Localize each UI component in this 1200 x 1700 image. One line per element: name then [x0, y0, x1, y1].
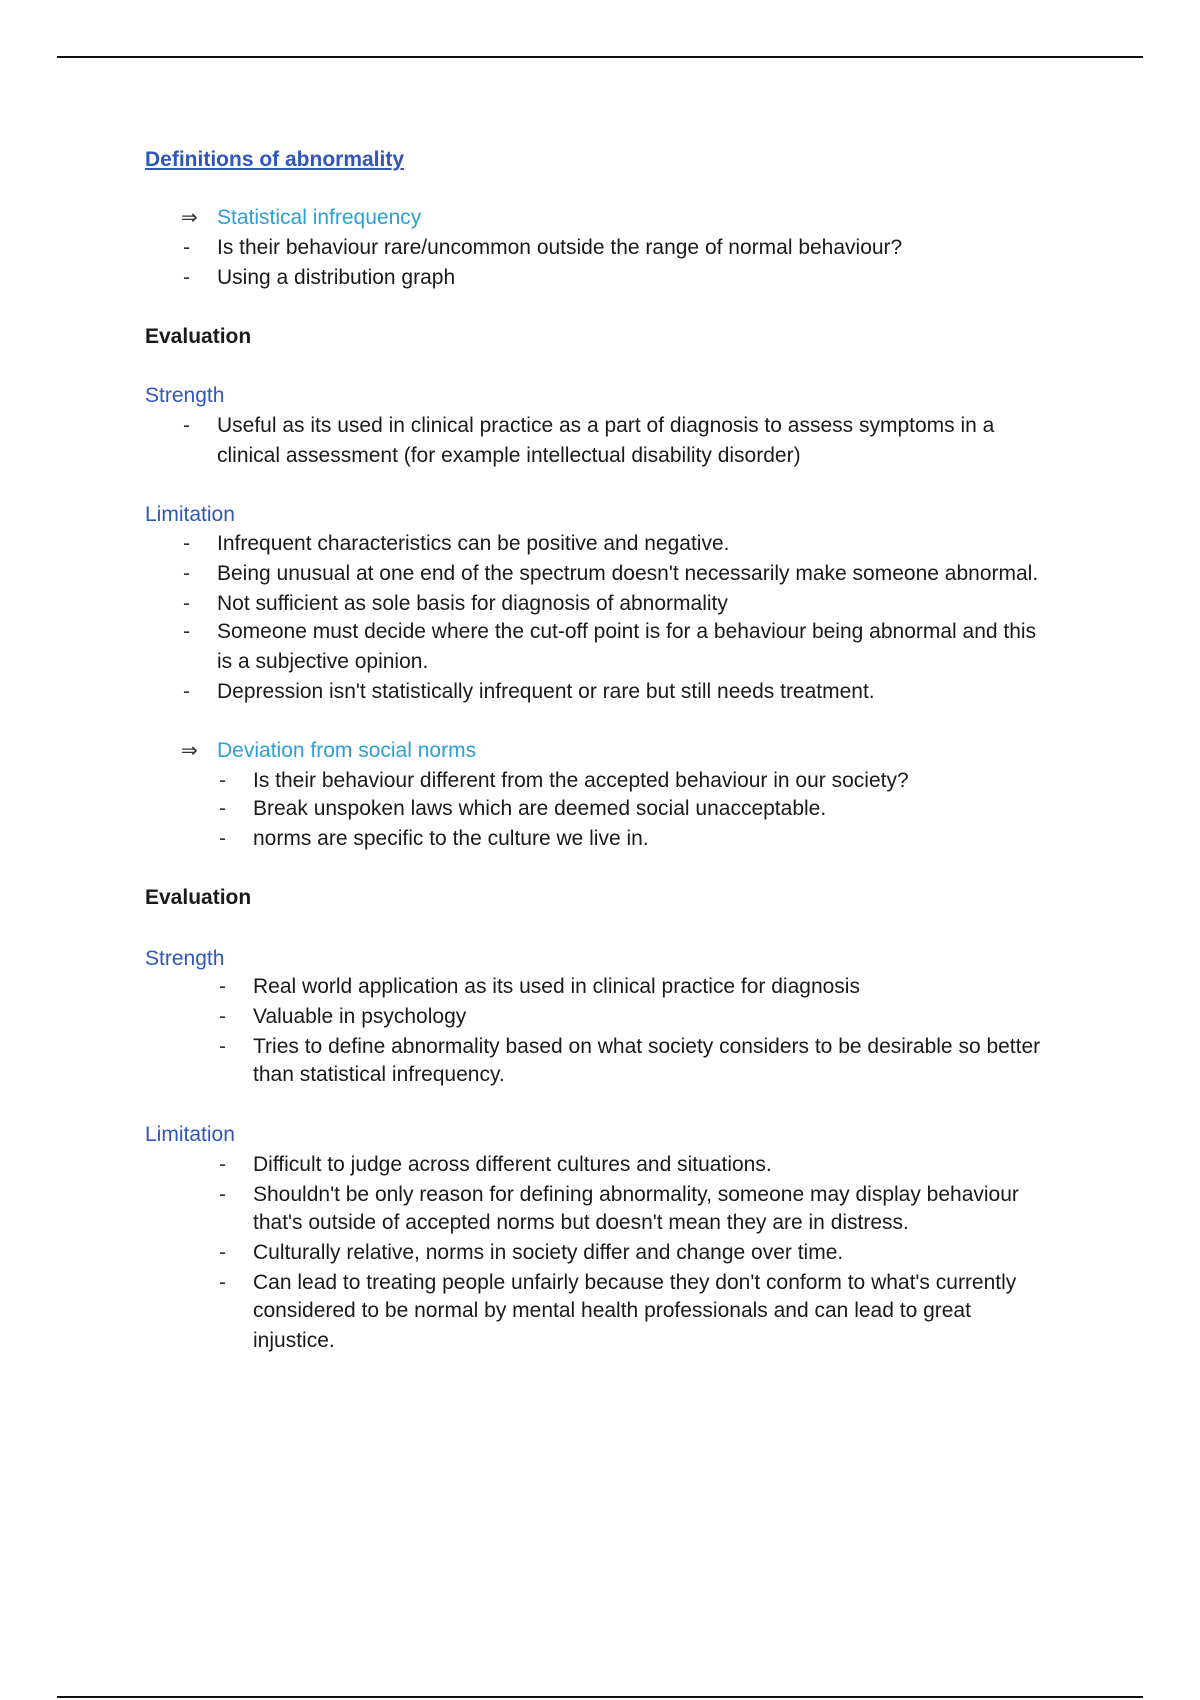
dash-bullet: - [183, 236, 190, 259]
list-item: Depression isn't statistically infrequent or rare but still needs treatment. [217, 680, 875, 703]
dash-bullet: - [183, 562, 190, 585]
document-title: Definitions of abnormality [145, 148, 405, 171]
list-item: Someone must decide where the cut-off point is for a behaviour being abnormal and this [217, 620, 1037, 643]
list-item: Valuable in psychology [253, 1005, 467, 1028]
list-item: Not sufficient as sole basis for diagnosis of abnormality [217, 592, 728, 615]
topic-deviation-from-social-norms: Deviation from social norms [217, 739, 477, 762]
dash-bullet: - [219, 1153, 226, 1176]
dash-bullet: - [219, 827, 226, 850]
dash-bullet: - [183, 592, 190, 615]
list-item: Useful as its used in clinical practice as a part of diagnosis to assess symptoms in a [217, 414, 995, 437]
section-heading-evaluation: Evaluation [145, 325, 252, 348]
list-item: Tries to define abnormality based on what society considers to be desirable so better [253, 1035, 1041, 1058]
dash-bullet: - [219, 769, 226, 792]
arrow-bullet-icon: ⇒ [181, 740, 198, 762]
dash-bullet: - [183, 414, 190, 437]
topic-statistical-infrequency: Statistical infrequency [217, 206, 422, 229]
list-item: Being unusual at one end of the spectrum doesn't necessarily make someone abnormal. [217, 562, 1039, 585]
bottom-rule [57, 1696, 1143, 1698]
list-item: Can lead to treating people unfairly because they don't conform to what's currently [253, 1271, 1017, 1294]
arrow-bullet-icon: ⇒ [181, 207, 198, 229]
list-item: Real world application as its used in clinical practice for diagnosis [253, 975, 860, 998]
list-item-continuation: than statistical infrequency. [253, 1063, 505, 1086]
dash-bullet: - [183, 620, 190, 643]
list-item: Infrequent characteristics can be positive and negative. [217, 532, 730, 555]
list-item: Is their behaviour different from the accepted behaviour in our society? [253, 769, 909, 792]
list-item: Using a distribution graph [217, 266, 456, 289]
list-item-continuation: is a subjective opinion. [217, 650, 429, 673]
top-rule [57, 56, 1143, 58]
list-item-continuation: injustice. [253, 1329, 335, 1352]
dash-bullet: - [219, 1035, 226, 1058]
dash-bullet: - [219, 1271, 226, 1294]
list-item: Difficult to judge across different cultures and situations. [253, 1153, 772, 1176]
list-item: Shouldn't be only reason for defining abnormality, someone may display behaviour [253, 1183, 1019, 1206]
label-strength: Strength [145, 947, 225, 970]
label-strength: Strength [145, 384, 225, 407]
dash-bullet: - [219, 1241, 226, 1264]
list-item: Culturally relative, norms in society differ and change over time. [253, 1241, 844, 1264]
list-item: Is their behaviour rare/uncommon outside the range of normal behaviour? [217, 236, 903, 259]
list-item: Break unspoken laws which are deemed social unacceptable. [253, 797, 827, 820]
list-item-continuation: that's outside of accepted norms but doesn't mean they are in distress. [253, 1211, 909, 1234]
dash-bullet: - [219, 797, 226, 820]
label-limitation: Limitation [145, 503, 235, 526]
dash-bullet: - [183, 680, 190, 703]
label-limitation: Limitation [145, 1123, 235, 1146]
section-heading-evaluation: Evaluation [145, 886, 252, 909]
list-item-continuation: clinical assessment (for example intellectual disability disorder) [217, 444, 801, 467]
dash-bullet: - [183, 532, 190, 555]
dash-bullet: - [219, 1005, 226, 1028]
dash-bullet: - [219, 975, 226, 998]
list-item-continuation: considered to be normal by mental health professionals and can lead to great [253, 1299, 971, 1322]
dash-bullet: - [183, 266, 190, 289]
list-item: norms are specific to the culture we live in. [253, 827, 649, 850]
dash-bullet: - [219, 1183, 226, 1206]
